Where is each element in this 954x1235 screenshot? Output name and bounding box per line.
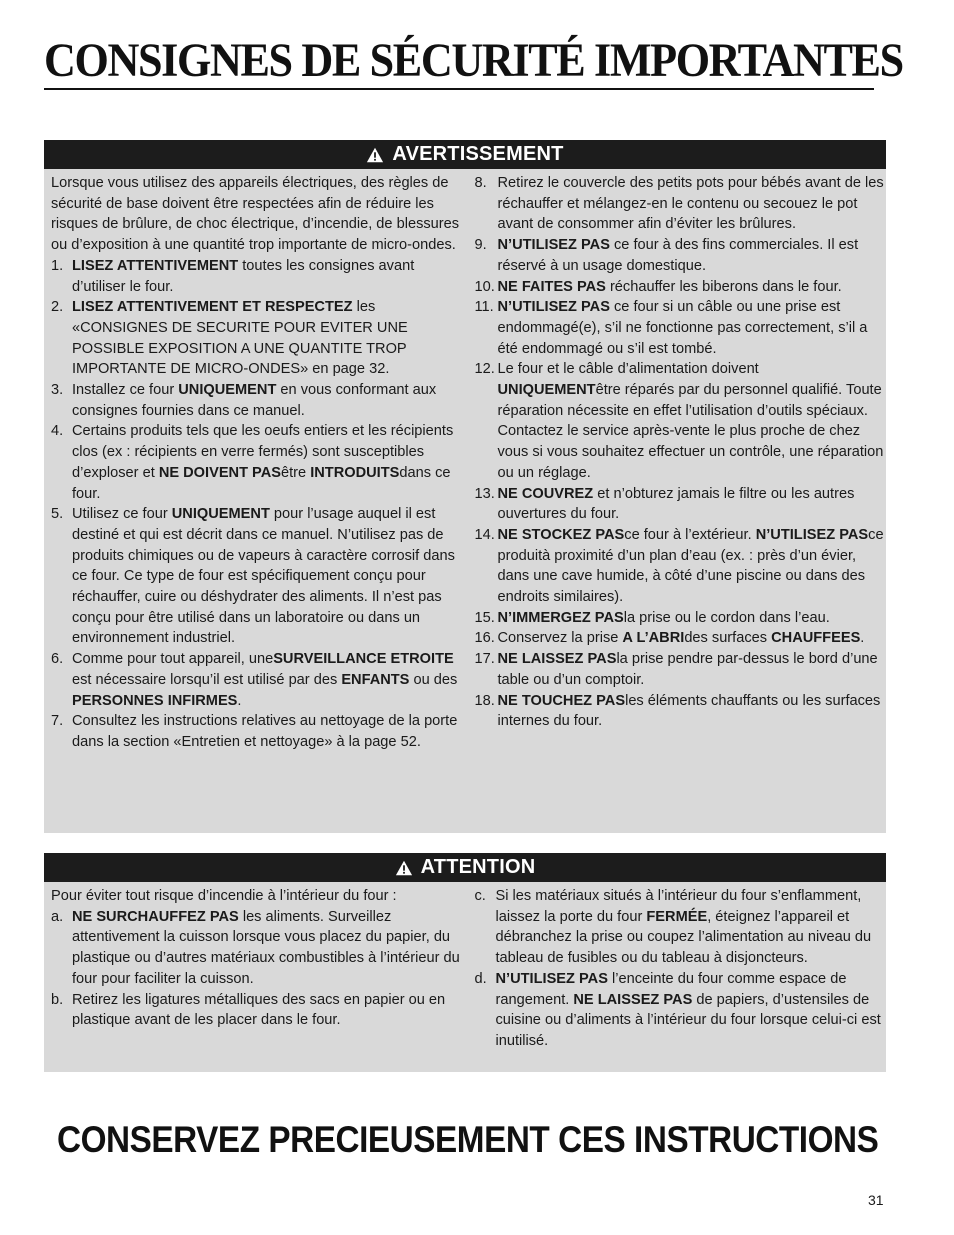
page-number: 31 bbox=[868, 1192, 884, 1208]
warning-item-2: 2. LISEZ ATTENTIVEMENT ET RESPECTEZ les «CONSIGNES DE SECURITE POUR EVITER UNE POSSIBLE EXPOSITION A UNE QUANTITE TROP IMPORTANTE DE MICRO-ONDES» en page 32. bbox=[51, 299, 408, 378]
footer-title: CONSERVEZ PRECIEUSEMENT CES INSTRUCTIONS bbox=[57, 1119, 879, 1160]
attention-box bbox=[44, 853, 886, 1072]
attention-item-d: d. N’UTILISEZ PAS l’enceinte du four comme espace de rangement. NE LAISSEZ PAS de papiers, d’ustensiles de cuisine ou d’aliments à l’intérieur du four lorsque celui-ci est inutilisé. bbox=[474, 970, 881, 1049]
warning-left-column bbox=[51, 173, 465, 753]
warning-item-10: 10. NE FAITES PAS réchauffer les biberons dans le four. bbox=[474, 278, 842, 295]
warning-item-12: 12. Le four et le câble d’alimentation doivent UNIQUEMENTêtre réparés par du personnel qualifié. Toute réparation nécessite en effet l’utilisation d’outils spéciaux. Contactez le service après-vente le plus proche de chez vous si vous souhaitez effectuer un contrôle, une réparation ou un réglage. bbox=[474, 361, 884, 481]
warning-item-18: 18. NE TOUCHEZ PASles éléments chauffants ou les surfaces internes du four. bbox=[474, 692, 881, 730]
page-title: CONSIGNES DE SÉCURITÉ IMPORTANTES bbox=[44, 34, 903, 87]
attention-item-a: a. NE SURCHAUFFEZ PAS les aliments. Surveillez attentivement la cuisson lorsque vous placez du papier, du plastique ou d’autres matériaux combustibles à l’intérieur du four pour faciliter la cuisson. bbox=[51, 908, 460, 987]
warning-item-5: 5. Utilisez ce four UNIQUEMENT pour l’usage auquel il est destiné et qui est décrit dans ce manuel. N’utilisez pas de produits chimiques ou de vapeurs à caractère corrosif dans ce four. Ce type de four est spécifiquement conçu pour réchauffer, cuire ou déshydrater des aliments. Il n’est pas conçu pour être utilisé dans un laboratoire ou dans un environnement industriel. bbox=[51, 506, 455, 647]
warning-item-17: 17. NE LAISSEZ PASla prise pendre par-dessus le bord d’une table ou d’un comptoir. bbox=[474, 651, 878, 688]
warning-item-3: 3. Installez ce four UNIQUEMENT en vous conformant aux consignes fournies dans ce manuel. bbox=[51, 382, 437, 419]
warning-heading: AVERTISSEMENT bbox=[392, 143, 564, 165]
warning-triangle-icon bbox=[366, 146, 384, 164]
warning-item-8: 8. Retirez le couvercle des petits pots pour bébés avant de les réchauffer et mélangez-en le contenu ou secouez le pot avant de consommer afin d’éviter les brûlures. bbox=[474, 175, 884, 233]
warning-header bbox=[44, 140, 886, 169]
warning-item-13: 13. NE COUVREZ et n’obturez jamais le filtre ou les autres ouvertures du four. bbox=[474, 485, 855, 523]
warning-item-7: 7. Consultez les instructions relatives au nettoyage de la porte dans la section «Entretien et nettoyage» à la page 52. bbox=[51, 713, 458, 750]
warning-item-1: 1. LISEZ ATTENTIVEMENT toutes les consignes avant d’utiliser le four. bbox=[51, 257, 415, 295]
attention-left-column bbox=[51, 886, 465, 1052]
attention-header bbox=[44, 853, 886, 882]
warning-item-6: 6. Comme pour tout appareil, uneSURVEILLANCE ETROITE est nécessaire lorsqu’il est utilisé par des ENFANTS ou des PERSONNES INFIRMES. bbox=[51, 651, 458, 709]
warning-box bbox=[44, 140, 886, 833]
warning-intro: Lorsque vous utilisez des appareils électriques, des règles de sécurité de base doivent être respectées afin de réduire les risques de brûlure, de choc électrique, d’incendie, de blessures ou d’exposition à une quantité trop importante de micro-ondes. bbox=[51, 175, 460, 254]
attention-right-column bbox=[475, 886, 887, 1052]
warning-item-11: 11. N’UTILISEZ PAS ce four si un câble ou une prise est endommagé(e), s’il ne fonctionne pas correctement, s’il a été endommagé ou s’il est tombé. bbox=[474, 299, 868, 357]
attention-item-b: b. Retirez les ligatures métalliques des sacs en papier ou en plastique avant de les placer dans le four. bbox=[51, 991, 446, 1029]
attention-item-c: c. Si les matériaux situés à l’intérieur du four s’enflamment, laissez la porte du four FERMÉE, éteignez l’appareil et débranchez la prise ou coupez l’alimentation au niveau du tableau de fusibles ou du tableau à disjoncteurs. bbox=[474, 888, 872, 967]
warning-item-16: 16. Conservez la prise A L’ABRIdes surfaces CHAUFFEES. bbox=[474, 630, 865, 647]
warning-item-9: 9. N’UTILISEZ PAS ce four à des fins commerciales. Il est réservé à un usage domestique. bbox=[474, 237, 859, 274]
title-underline bbox=[44, 88, 874, 90]
warning-item-15: 15. N’IMMERGEZ PASla prise ou le cordon dans l’eau. bbox=[474, 609, 830, 626]
warning-right-column bbox=[475, 173, 887, 753]
warning-item-4: 4. Certains produits tels que les oeufs entiers et les récipients clos (ex : récipients en verre fermés) sont susceptibles d’exploser et NE DOIVENT PASêtre INTRODUITSdans ce four. bbox=[51, 423, 454, 502]
warning-item-14: 14. NE STOCKEZ PASce four à l’extérieur. N’UTILISEZ PASce produità proximité d’un plan d’eau (ex. : près d’un évier, dans une cave humide, à côté d’une piscine ou dans des endroits similaires). bbox=[474, 526, 884, 606]
attention-heading: ATTENTION bbox=[420, 856, 536, 878]
warning-triangle-icon bbox=[395, 859, 413, 877]
attention-intro: Pour éviter tout risque d’incendie à l’intérieur du four : bbox=[51, 888, 397, 904]
